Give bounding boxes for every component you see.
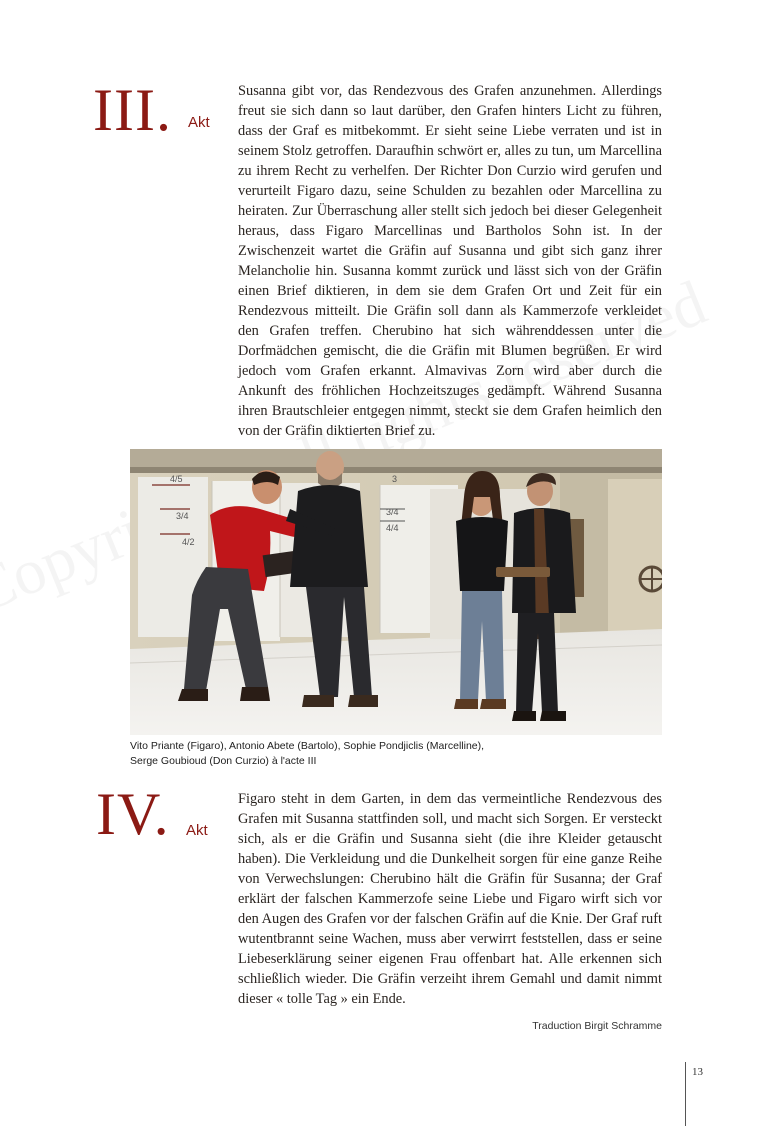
act-4-numeral: IV. [96,781,170,847]
board-mark: 3/4 [176,511,189,521]
board-mark: 4/5 [170,474,183,484]
page-number: 13 [692,1066,703,1078]
board-mark: 4/2 [182,537,195,547]
page-number-rule [685,1062,686,1126]
act-3-synopsis: Susanna gibt vor, das Rendezvous des Grafen anzunehmen. Allerdings freut sie sich dann so laut darüber, den Grafen hinters Licht zu führen, dass der Graf es mitbekommt. Er sieht seine Liebe verraten und ist in seinem Stolz getroffen. Daraufhin schwört er, alles zu tun, um Marcellina zu ihrem Recht zu verhelfen. Der Richter Don Curzio wird gerufen und verurteilt Figaro dazu, seine Schulden zu bezahlen oder Marcellina zu heiraten. Zur Überraschung aller stellt sich jedoch bei dieser Gelegenheit heraus, dass Figaro Marcellinas und Bartholos Sohn ist. In der Zwischenzeit wartet die Gräfin auf Susanna und gibt sich ganz ihrer Melancholie hin. Susanna kommt zurück und lässt sich von der Gräfin einen Brief diktieren, in dem sie dem Grafen Ort und Zeit für ein Rendezvous mitteilt. Die Gräfin soll dann als Kammerzofe verkleidet den Grafen treffen. Cherubino hat sich währenddessen unter die Dorfmädchen gemischt, die die Gräfin mit Blumen begrüßen. Er wird jedoch vom Grafen erkannt. Almavivas Zorn wird aber durch die Ankunft des fröhlichen Hochzeitszuges gedämpft. Während Susanna ihren Brautschleier entgegen nimmt, steckt sie dem Grafen heimlich den von der Gräfin diktierten Brief zu. [238,83,662,439]
rehearsal-photo [130,449,662,735]
translation-credit: Traduction Birgit Schramme [532,1020,662,1032]
caption-line-1: Vito Priante (Figaro), Antonio Abete (Bartolo), Sophie Pondjiclis (Marcelline), [130,740,485,752]
caption-line-2: Serge Goubioud (Don Curzio) à l'acte III [130,755,317,767]
act-3-numeral: III. [93,77,172,143]
board-mark: 3/4 [386,507,399,517]
act-4-label: Akt [186,822,208,839]
photo-caption [130,739,670,769]
board-mark: 4/4 [386,523,399,533]
act-3-label: Akt [188,114,210,131]
act-4-synopsis: Figaro steht in dem Garten, in dem das vermeintliche Rendezvous des Grafen mit Susanna stattfinden soll, und macht sich Sorgen. Er versteckt sich, als er die Gräfin und Susanna sieht (die ihre Kleider getauscht haben). Die Verkleidung und die Dunkelheit sorgen für eine ganze Reihe von Verwechslungen: Cherubino hält die Gräfin für Susanna; der Graf erklärt der falschen Kammerzofe seine Liebe und Figaro wirft sich vor den Augen des Grafen vor der falschen Gräfin auf die Knie. Der Graf ruft wutentbrannt seine Wachen, muss aber verwirrt feststellen, dass er seine Liebeserklärung seiner eigenen Frau offenbart hat. Alle erkennen sich schließlich wieder. Die Gräfin verzeiht ihrem Gemahl und damit nimmt dieser « tolle Tag » ein Ende. [238,791,662,1007]
board-mark: 3 [392,474,398,484]
rehearsal-photo-illustration [130,449,662,735]
